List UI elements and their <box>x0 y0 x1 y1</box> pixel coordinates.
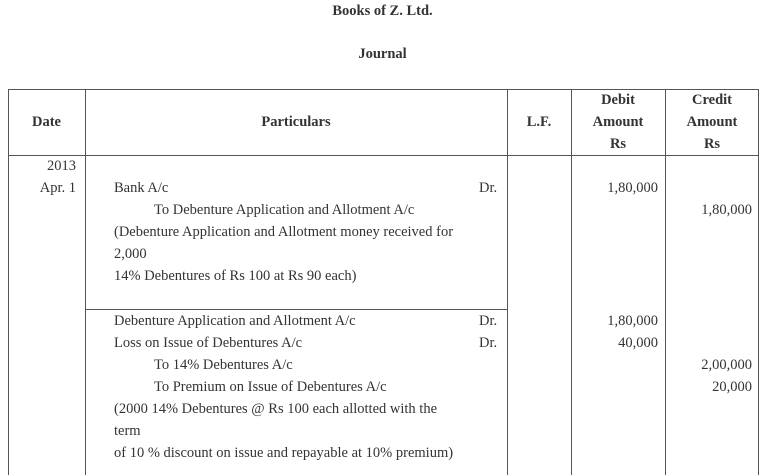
header-particulars: Particulars <box>261 114 331 130</box>
entry2-narration-line1: (2000 14% Debentures @ Rs 100 each allotted with the <box>114 401 438 417</box>
header-debit-line1: Debit <box>601 92 635 108</box>
entry1-narration-line3: 14% Debentures of Rs 100 at Rs 90 each) <box>114 268 357 284</box>
header-credit-line2: Amount <box>686 114 738 130</box>
column-divider <box>85 89 86 475</box>
entry1-credit-account: To Debenture Application and Allotment A/c <box>154 202 415 218</box>
entry2-credit-account-1: To 14% Debentures A/c <box>154 357 293 373</box>
header-credit-line1: Credit <box>691 92 732 108</box>
entry-date: Apr. 1 <box>39 180 76 196</box>
entry2-credit-account-2: To Premium on Issue of Debentures A/c <box>154 379 387 395</box>
header-debit-line3: Rs <box>609 136 627 152</box>
header-lf: L.F. <box>526 114 552 130</box>
entry1-debit-account: Bank A/c <box>114 180 169 196</box>
entry2-credit-amount-2: 20,000 <box>712 379 752 395</box>
entry-year: 2013 <box>47 158 76 174</box>
entry1-dr: Dr. <box>479 180 498 196</box>
entry1-debit-amount: 1,80,000 <box>607 180 658 196</box>
entry1-narration-line2: 2,000 <box>114 246 147 262</box>
entry1-narration-line1: (Debenture Application and Allotment money received for <box>114 224 454 240</box>
entry2-dr-1: Dr. <box>479 313 498 329</box>
column-divider <box>507 89 508 475</box>
entry2-dr-2: Dr. <box>479 335 498 351</box>
entry2-narration-line3: of 10 % discount on issue and repayable at 10% premium) <box>114 445 454 461</box>
entry2-debit-amount-1: 1,80,000 <box>607 313 658 329</box>
header-date: Date <box>32 114 61 130</box>
entry2-credit-amount-1: 2,00,000 <box>701 357 752 373</box>
journal-title: Journal <box>358 46 407 62</box>
header-debit-line2: Amount <box>592 114 644 130</box>
entry2-debit-account-1: Debenture Application and Allotment A/c <box>114 313 356 329</box>
entry2-debit-amount-2: 40,000 <box>618 335 658 351</box>
header-credit-line3: Rs <box>703 136 721 152</box>
entry1-credit-amount: 1,80,000 <box>701 202 752 218</box>
header-divider <box>8 155 759 156</box>
company-title: Books of Z. Ltd. <box>332 3 433 19</box>
entry2-narration-line2: term <box>114 423 141 439</box>
entry2-debit-account-2: Loss on Issue of Debentures A/c <box>114 335 303 351</box>
